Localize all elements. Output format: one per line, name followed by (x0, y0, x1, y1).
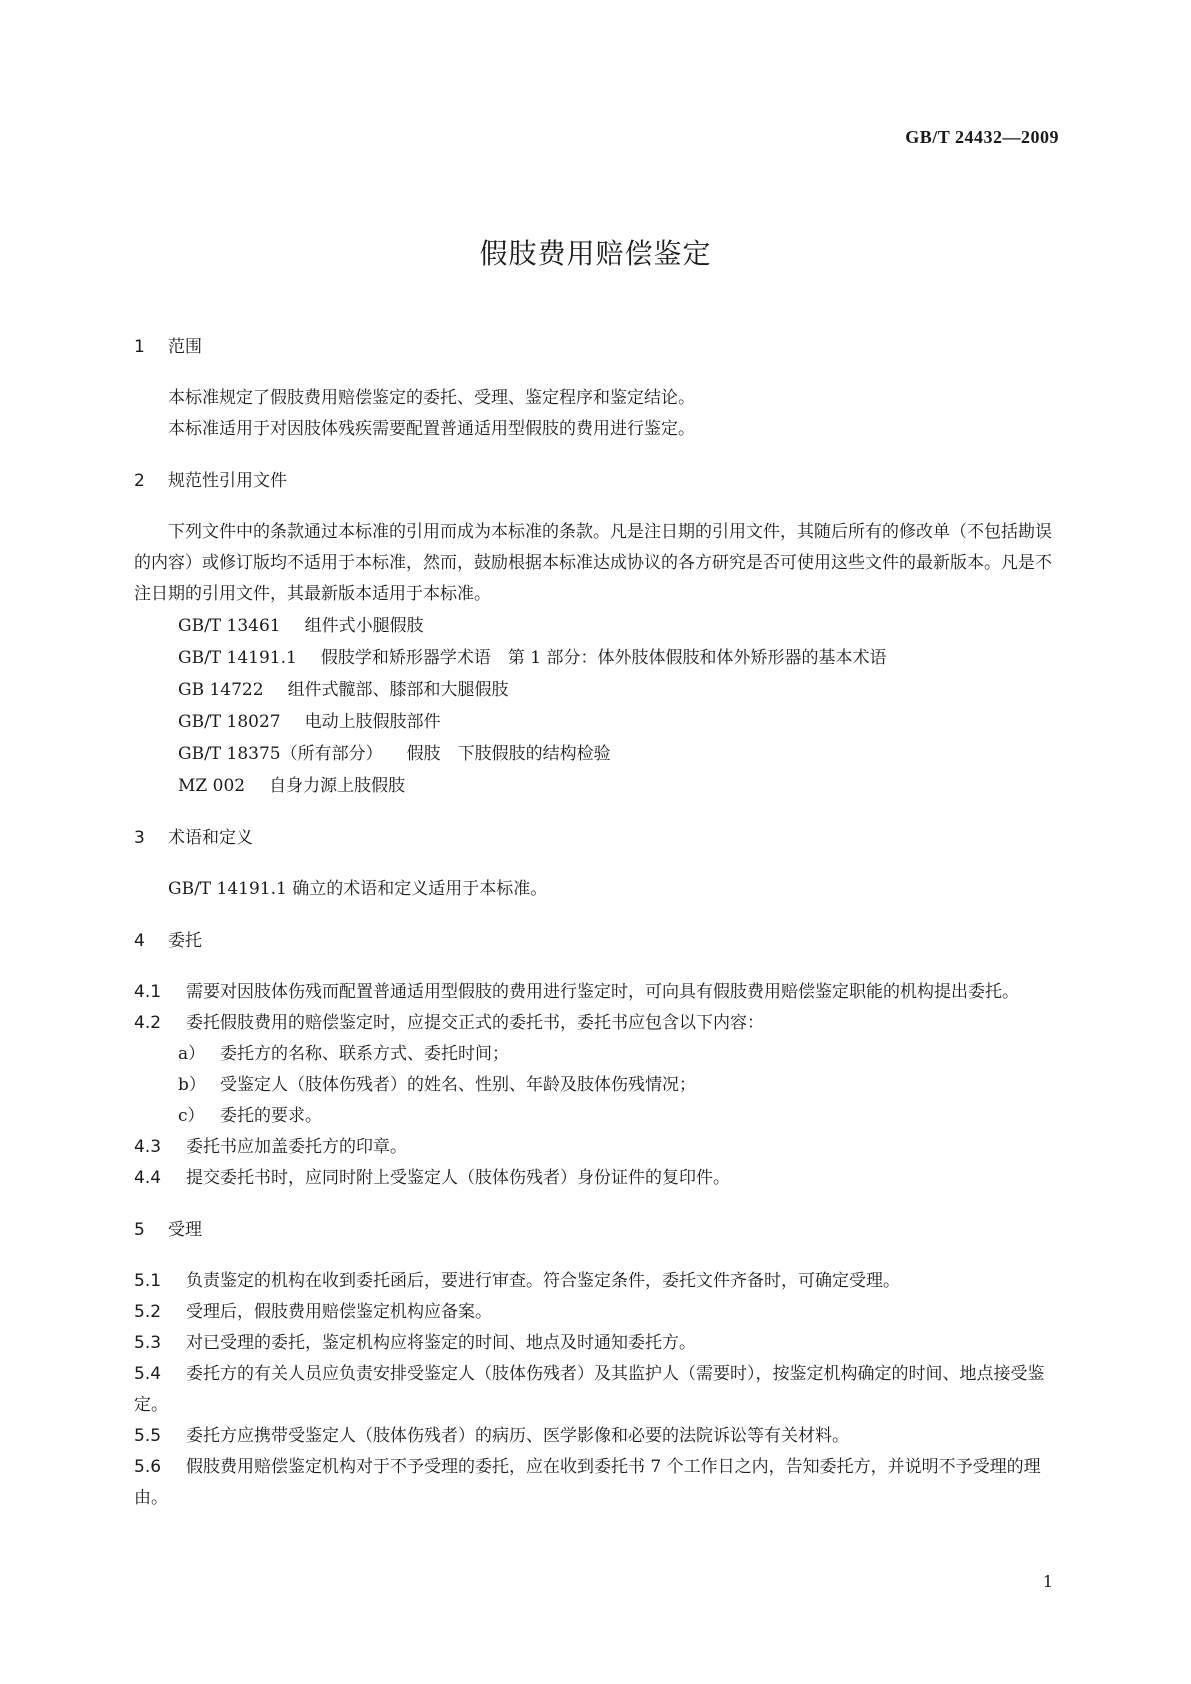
reference-title: 组件式小腿假肢 (304, 616, 424, 636)
list-item (134, 1039, 1058, 1070)
clause (134, 1328, 1058, 1359)
reference-item (134, 610, 1058, 642)
clause (134, 1452, 1058, 1514)
reference-list (134, 610, 1058, 802)
section-heading (134, 333, 1058, 361)
reference-title: 假肢学和矫形器学术语 第 1 部分：体外肢体假肢和体外矫形器的基本术语 (320, 648, 887, 668)
section-number: 1 (134, 337, 145, 357)
clause-text: 提交委托书时，应同时附上受鉴定人（肢体伤残者）身份证件的复印件。 (186, 1168, 730, 1188)
clause (134, 977, 1058, 1008)
paragraph: 下列文件中的条款通过本标准的引用而成为本标准的条款。凡是注日期的引用文件，其随后所有的修改单（不包括勘误的内容）或修订版均不适用于本标准，然而，鼓励根据本标准达成协议的各方研究是否可使用这些文件的最新版本。凡是不注日期的引用文件，其最新版本适用于本标准。 (134, 522, 1052, 604)
paragraph: 本标准适用于对因肢体残疾需要配置普通适用型假肢的费用进行鉴定。 (168, 419, 695, 439)
clause-text: 假肢费用赔偿鉴定机构对于不予受理的委托，应在收到委托书 7 个工作日之内，告知委托方，并说明不予受理的理由。 (134, 1457, 1041, 1508)
list-marker: a） (178, 1044, 206, 1064)
clause-number: 5.5 (134, 1426, 162, 1446)
clause-text: 委托假肢费用的赔偿鉴定时，应提交正式的委托书，委托书应包含以下内容： (186, 1013, 764, 1033)
reference-item (134, 674, 1058, 706)
reference-title: 假肢 下肢假肢的结构检验 (406, 744, 611, 764)
clause-number: 5.6 (134, 1457, 162, 1477)
reference-title: 电动上肢假肢部件 (304, 712, 441, 732)
standard-code: GB/T 24432—2009 (905, 127, 1059, 147)
clause-number: 4.4 (134, 1168, 162, 1188)
clause-number: 5.3 (134, 1333, 162, 1353)
clause (134, 1163, 1058, 1194)
section-scope (134, 333, 1058, 445)
section-title: 受理 (168, 1220, 202, 1240)
reference-code: GB 14722 (178, 680, 264, 700)
list-item-text: 委托的要求。 (220, 1106, 322, 1126)
section-heading (134, 824, 1058, 852)
reference-code: GB/T 18375（所有部分） (178, 744, 383, 764)
document-title: 假肢费用赔偿鉴定 (479, 237, 712, 270)
reference-title: 自身力源上肢假肢 (269, 776, 406, 796)
list-item-text: 委托方的名称、联系方式、委托时间； (220, 1044, 509, 1064)
clause-text: 负责鉴定的机构在收到委托函后，要进行审查。符合鉴定条件，委托文件齐备时，可确定受理。 (186, 1271, 900, 1291)
list-marker: c） (178, 1106, 205, 1126)
clause (134, 1266, 1058, 1297)
paragraph: GB/T 14191.1 确立的术语和定义适用于本标准。 (168, 879, 548, 899)
page-number: 1 (1042, 1572, 1053, 1591)
section-title: 术语和定义 (168, 828, 253, 848)
paragraph: 本标准规定了假肢费用赔偿鉴定的委托、受理、鉴定程序和鉴定结论。 (168, 388, 695, 408)
list-item (134, 1070, 1058, 1101)
section-normative-references (134, 467, 1058, 802)
reference-code: GB/T 14191.1 (178, 648, 297, 668)
clause-number: 4.3 (134, 1137, 162, 1157)
reference-item (134, 770, 1058, 802)
clause-number: 4.2 (134, 1013, 162, 1033)
clause-number: 5.1 (134, 1271, 162, 1291)
clause-text: 委托方的有关人员应负责安排受鉴定人（肢体伤残者）及其监护人（需要时），按鉴定机构确定的时间、地点接受鉴定。 (134, 1364, 1045, 1415)
list-marker: b） (178, 1075, 206, 1095)
reference-code: GB/T 18027 (178, 712, 281, 732)
section-title: 规范性引用文件 (168, 471, 287, 491)
clause-number: 4.1 (134, 982, 162, 1002)
clause (134, 1008, 1058, 1039)
section-number: 2 (134, 471, 145, 491)
clause-number: 5.4 (134, 1364, 162, 1384)
section-number: 3 (134, 828, 145, 848)
list-item-text: 受鉴定人（肢体伤残者）的姓名、性别、年龄及肢体伤残情况； (220, 1075, 696, 1095)
clause-text: 对已受理的委托，鉴定机构应将鉴定的时间、地点及时通知委托方。 (186, 1333, 696, 1353)
reference-item (134, 642, 1058, 674)
section-heading (134, 927, 1058, 955)
clause-text: 受理后，假肢费用赔偿鉴定机构应备案。 (186, 1302, 492, 1322)
section-terms-definitions (134, 824, 1058, 905)
section-number: 5 (134, 1220, 145, 1240)
document-body (134, 333, 1058, 1536)
clause (134, 1132, 1058, 1163)
section-commission (134, 927, 1058, 1194)
reference-code: MZ 002 (178, 776, 246, 796)
clause-number: 5.2 (134, 1302, 162, 1322)
reference-item (134, 738, 1058, 770)
clause-text: 需要对因肢体伤残而配置普通适用型假肢的费用进行鉴定时，可向具有假肢费用赔偿鉴定职能的机构提出委托。 (186, 982, 1019, 1002)
section-number: 4 (134, 931, 145, 951)
clause (134, 1359, 1058, 1421)
section-heading (134, 467, 1058, 495)
section-title: 委托 (168, 931, 202, 951)
clause (134, 1297, 1058, 1328)
list-item (134, 1101, 1058, 1132)
reference-title: 组件式髋部、膝部和大腿假肢 (287, 680, 509, 700)
reference-item (134, 706, 1058, 738)
section-heading (134, 1216, 1058, 1244)
section-acceptance (134, 1216, 1058, 1514)
reference-code: GB/T 13461 (178, 616, 281, 636)
section-title: 范围 (168, 337, 202, 357)
clause-text: 委托书应加盖委托方的印章。 (186, 1137, 407, 1157)
clause-text: 委托方应携带受鉴定人（肢体伤残者）的病历、医学影像和必要的法院诉讼等有关材料。 (186, 1426, 849, 1446)
clause (134, 1421, 1058, 1452)
